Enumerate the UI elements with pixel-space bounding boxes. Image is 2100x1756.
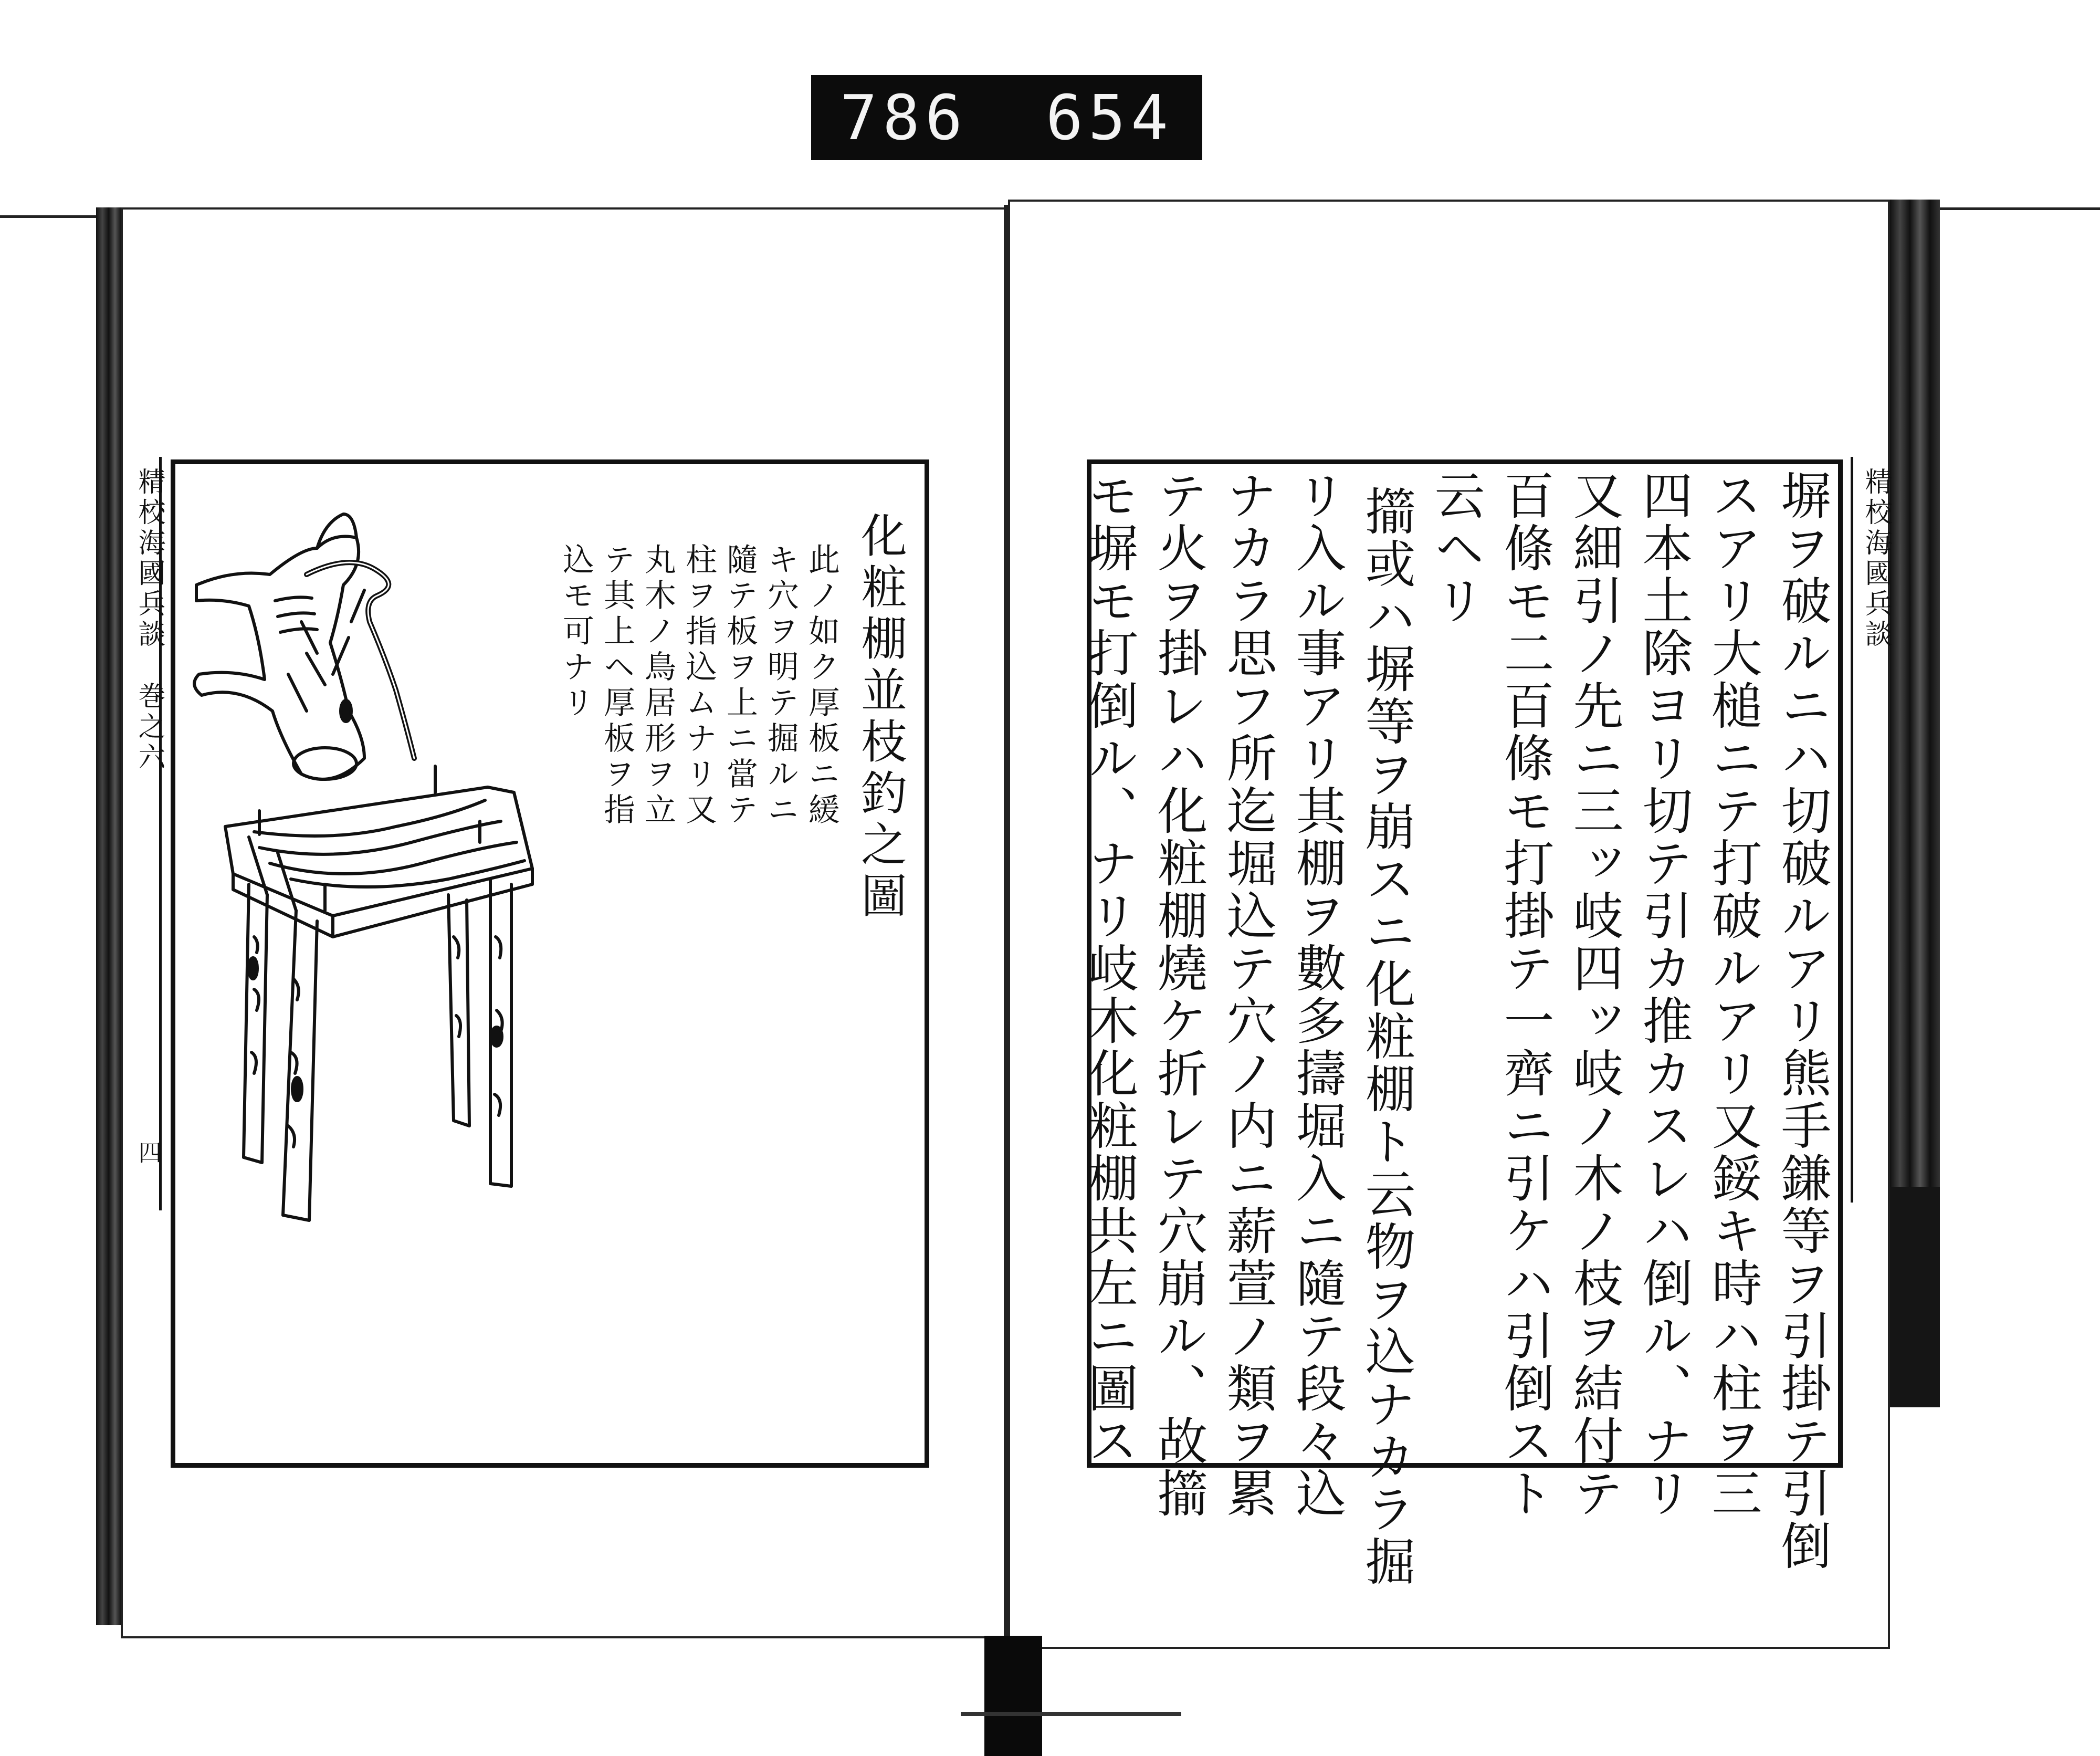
text-column: 擶或ハ塀等ヲ崩スニ化粧棚ト云物ヲ込ナカラ掘 xyxy=(1357,485,1416,1588)
gutter-clip xyxy=(984,1636,1042,1756)
text-column: 百條モ二百條モ打掛テ一齊ニ引ケハ引倒スト xyxy=(1496,469,1555,1520)
text-column: 云ヘリ xyxy=(1426,469,1485,627)
text-column: 四本土除ヨリ切テ引カ推カスレハ倒ル、ナリ xyxy=(1634,469,1693,1520)
catalog-number-label xyxy=(811,75,1202,160)
scan-edge-line-bottom xyxy=(961,1712,1181,1716)
gutter-line xyxy=(1004,205,1009,1743)
left-volume: 巻之六 xyxy=(133,682,165,773)
left-running-head: 精校海國兵談 xyxy=(133,467,165,650)
catalog-number-right: 654 xyxy=(1045,81,1173,154)
left-running-head-strip xyxy=(128,457,165,1210)
caption-line: キ穴ヲ明テ掘ルニ xyxy=(762,543,799,829)
caption-line: 丸木ノ鳥居形ヲ立 xyxy=(639,543,676,829)
text-column: 又細引ノ先ニ三ッ岐四ッ岐ノ木ノ枝ヲ結付テ xyxy=(1565,469,1624,1520)
right-text-frame xyxy=(1080,459,1843,1588)
woodblock-illustration xyxy=(175,464,925,1463)
caption-line: 柱ヲ指込ムナリ又 xyxy=(680,543,717,829)
rope-drawing xyxy=(307,562,414,758)
text-column: テ火ヲ掛レハ化粧棚燒ケ折レテ穴崩ル、故擶 xyxy=(1149,469,1208,1520)
caption-line: 隨テ板ヲ上ニ當テ xyxy=(721,543,758,829)
text-column: リ入ル事アリ其棚ヲ數多擣堀入ニ隨テ段々込 xyxy=(1288,469,1347,1520)
figure-title: 化粧棚並枝釣之圖 xyxy=(854,511,908,923)
left-folio: 四 xyxy=(134,1141,161,1164)
caption-line: 此ノ如ク厚板ニ緩 xyxy=(803,543,840,829)
right-running-head-strip xyxy=(1851,457,1892,1203)
text-column: 塀ヲ破ルニハ切破ルアリ熊手鎌等ヲ引掛テ引倒 xyxy=(1773,469,1832,1572)
main-text-body xyxy=(1080,469,1837,1588)
right-book-edge xyxy=(1890,200,1940,1355)
catalog-number-left: 786 xyxy=(840,81,968,154)
text-column: モ塀モ打倒ル、ナリ岐木化粧棚共左ニ圖ス xyxy=(1080,469,1139,1467)
text-column: ナカラ思フ所迄堀込テ穴ノ内ニ薪萱ノ類ヲ累 xyxy=(1219,469,1277,1520)
right-running-head: 精校海國兵談 xyxy=(1860,467,1892,650)
left-illustration-frame xyxy=(171,459,929,1468)
text-column: スアリ大槌ニテ打破ルアリ又鋖キ時ハ柱ヲ三 xyxy=(1704,469,1762,1520)
forked-branch-drawing xyxy=(194,514,364,779)
caption-line: 込モ可ナリ xyxy=(558,543,594,722)
caption-line: テ其上ヘ厚板ヲ指 xyxy=(598,543,635,829)
table-drawing xyxy=(225,766,532,1220)
